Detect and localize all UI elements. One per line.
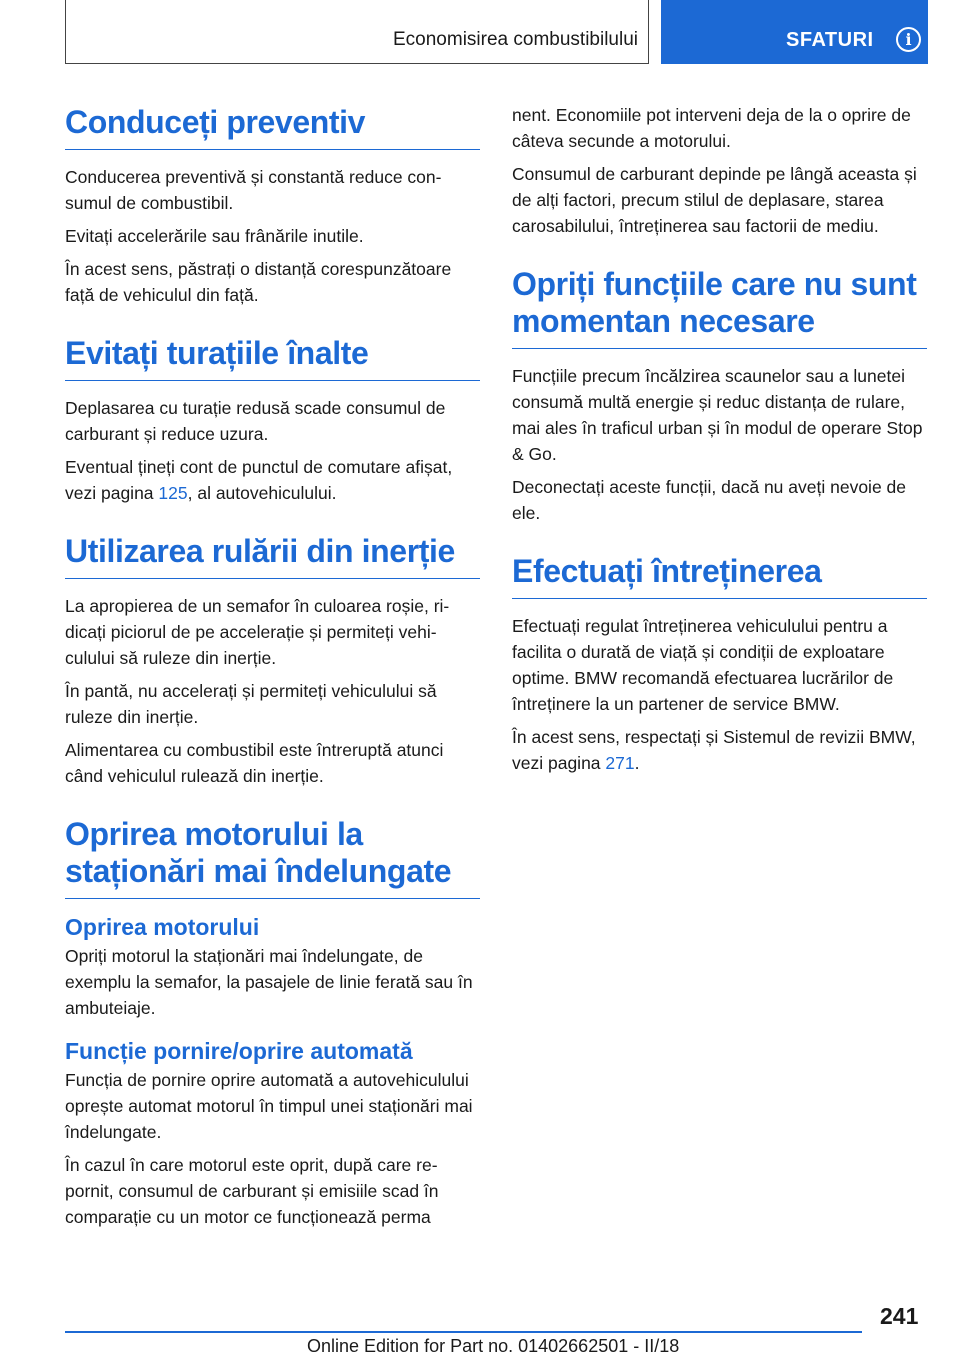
paragraph: Funcțiile precum încălzirea scaunelor sau a lunetei consumă multă energie și reduc distanța de rulare, mai ales în traficul urban și în modul de operare Stop & Go.	[512, 366, 923, 464]
section-title-box	[65, 0, 649, 64]
paragraph: Consumul de carburant depinde pe lângă aceasta și de alți factori, precum stilul de deplasare, starea carosabilului, întreținerea sau factorii de mediu.	[512, 164, 917, 236]
paragraph: Efectuați regulat întreținerea vehiculului pentru a facilita o durată de viață și condiții de exploatare optime. BMW recomandă efectuarea lucrărilor de întreținere la un partener de service BMW.	[512, 616, 894, 714]
paragraph: În acest sens, respectați și Sistemul de revizii BMW, vezi pagina 271.	[512, 727, 916, 773]
page-header	[65, 0, 928, 64]
heading-opriti-functiile: Opriți funcțiile care nu sunt momentan necesare	[512, 266, 927, 349]
section-title: Economisirea combustibilului	[393, 29, 638, 50]
paragraph: Deplasarea cu turație redusă scade consumul de carburant și reduce uzura.	[65, 398, 446, 444]
page-link-271[interactable]: 271	[605, 753, 635, 773]
paragraph: Evitați accelerările sau frânările inutile.	[65, 226, 364, 246]
heading-efectuati-intretinerea: Efectuați întreținerea	[512, 553, 927, 599]
paragraph: Eventual țineți cont de punctul de comutare afișat, vezi pagina 125, al autovehiculului.	[65, 457, 453, 503]
page-number: 241	[880, 1303, 919, 1329]
edition-note: Online Edition for Part no. 01402662501 - II/18	[307, 1336, 680, 1356]
paragraph: În pantă, nu accelerați și permiteți vehiculului să ruleze din inerție.	[65, 681, 437, 727]
left-column	[65, 104, 480, 1237]
heading-conduceti-preventiv: Conduceți preventiv	[65, 104, 480, 150]
paragraph: În acest sens, păstrați o distanță corespunzătoare față de vehiculul din față.	[65, 259, 452, 305]
paragraph: Alimentarea cu combustibil este întreruptă atunci când vehiculul rulează din inerție.	[65, 740, 444, 786]
heading-oprirea-motorului: Oprirea motorului la staționări mai îndelungate	[65, 816, 480, 899]
heading-evitati-turatiile: Evitați turațiile înalte	[65, 335, 480, 381]
subheading-oprirea-motorului: Oprirea motorului	[65, 914, 260, 940]
info-circle-icon: i	[896, 27, 921, 52]
paragraph: În cazul în care motorul este oprit, după care repornit, consumul de carburant și emisiile scad în comparație cu un motor ce funcționează perma	[65, 1155, 439, 1227]
page-link-125[interactable]: 125	[158, 483, 188, 503]
chapter-tab[interactable]	[661, 0, 928, 64]
paragraph: nent. Economiile pot interveni deja de la o oprire de câteva secunde a motorului.	[512, 105, 911, 151]
chapter-tab-label: SFATURI	[786, 29, 874, 51]
right-column	[512, 102, 927, 783]
subheading-pornire-oprire: Funcție pornire/oprire automată	[65, 1038, 413, 1064]
paragraph: La apropierea de un semafor în culoarea roșie, ridicați piciorul de pe accelerație și permiteți vehiculului să ruleze din inerție.	[65, 596, 450, 668]
paragraph: Funcția de pornire oprire automată a autovehiculului oprește automat motorul în timpul unei staționări mai îndelungate.	[65, 1070, 473, 1142]
paragraph: Opriți motorul la staționări mai îndelungate, de exemplu la semafor, la pasajele de linie ferată sau în ambuteiaje.	[65, 946, 473, 1018]
footer-divider	[65, 1331, 862, 1333]
paragraph: Deconectați aceste funcții, dacă nu aveți nevoie de ele.	[512, 477, 906, 523]
paragraph: Conducerea preventivă și constantă reduce consumul de combustibil.	[65, 167, 442, 213]
heading-rulare-inertie: Utilizarea rulării din inerție	[65, 533, 480, 579]
